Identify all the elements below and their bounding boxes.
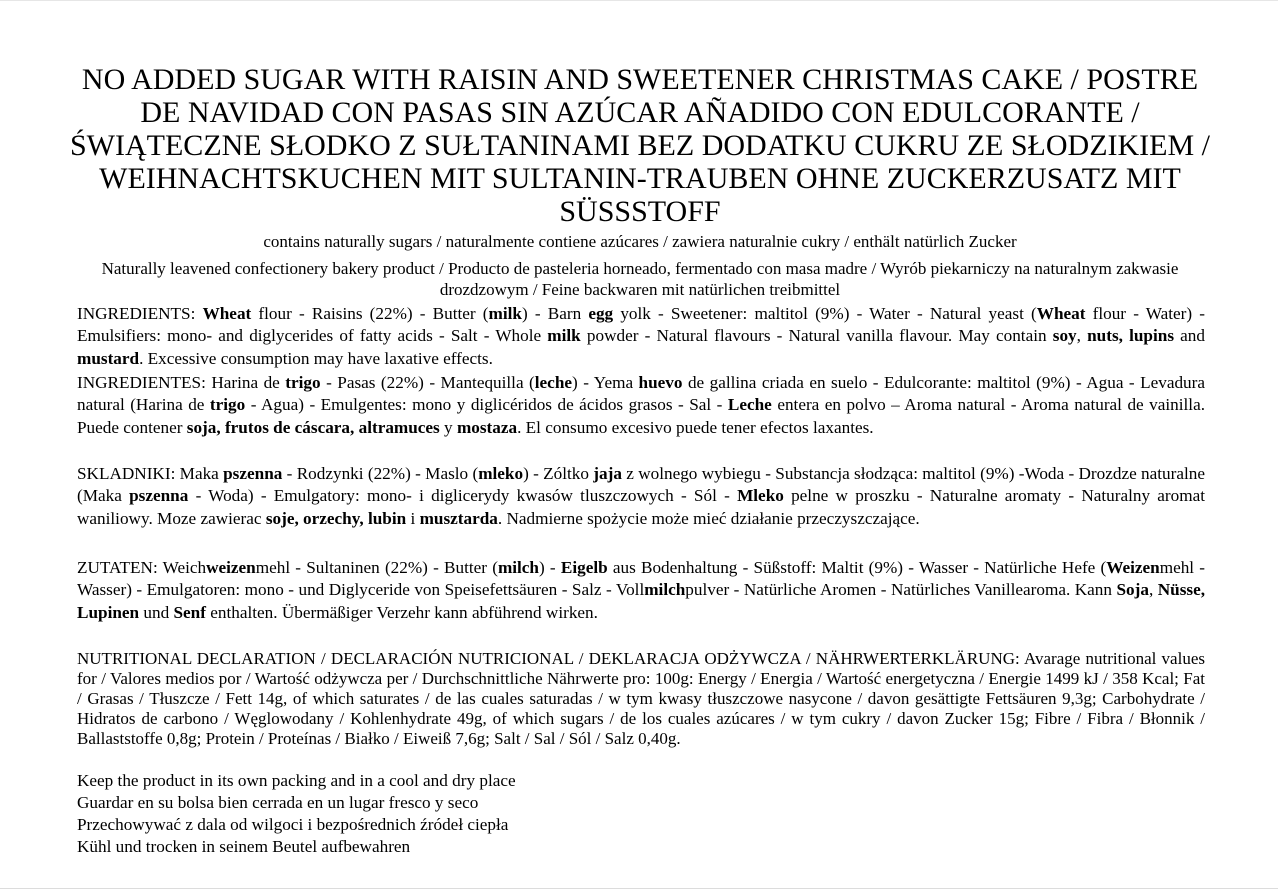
ingredient-text: ) -	[539, 558, 561, 577]
ingredients-german	[77, 557, 1205, 624]
ingredient-text: und	[139, 602, 174, 622]
allergen-text: pszenna	[223, 464, 283, 483]
ingredient-text: - Agua) - Emulgentes: mono y diglicéridos de ácidos grasos - Sal -	[245, 395, 728, 415]
ingredient-text: . El consumo excesivo puede tener efectos laxantes.	[517, 417, 874, 437]
allergen-text: soy	[1052, 326, 1077, 346]
allergen-text: jaja	[593, 464, 622, 483]
ingredient-text: flour - Raisins (22%) - Butter (	[251, 304, 489, 323]
ingredient-text: ) - Barn	[521, 304, 589, 323]
allergen-text: Leche	[727, 395, 772, 415]
allergen-text: milk	[547, 326, 581, 346]
allergen-text: Eigelb	[560, 558, 608, 577]
storage-english: Keep the product in its own packing and in a cool and dry place	[77, 771, 516, 790]
ingredients-english	[77, 303, 1205, 370]
allergen-text: Senf	[173, 602, 206, 622]
allergen-text: mleko	[478, 464, 524, 483]
ingredient-text: and	[1174, 326, 1205, 346]
allergen-text: trigo	[285, 373, 321, 392]
ingredient-text: . Excessive consumption may have laxative effects.	[139, 348, 493, 368]
ingredient-text: . Nadmierne spożycie może mieć działanie przeczyszczające.	[497, 508, 920, 528]
allergen-text: musztarda	[419, 508, 498, 528]
allergen-text: egg	[588, 304, 614, 323]
allergen-text: Nüsse, Lupinen	[77, 580, 1206, 622]
ingredient-text: - Pasas (22%) - Mantequilla (	[320, 373, 535, 392]
ingredients-polish	[77, 463, 1205, 530]
ingredient-text: powder - Natural flavours - Natural vanilla flavour. May contain	[580, 326, 1053, 346]
storage-spanish: Guardar en su bolsa bien cerrada en un lugar fresco y seco	[77, 793, 479, 812]
ingredient-text: entera en polvo – Aroma natural - Aroma natural de vainilla. Puede contener	[77, 395, 1206, 437]
allergen-text: weizen	[206, 558, 256, 577]
ingredient-text: - Rodzynki (22%) - Maslo (	[282, 464, 479, 483]
natural-sugars-note: contains naturally sugars / naturalmente contiene azúcares / zawiera naturalnie cukry / enthält natürlich Zucker	[263, 232, 1017, 251]
ingredient-text: INGREDIENTS:	[77, 304, 203, 323]
allergen-text: mustard	[77, 348, 140, 368]
ingredient-text: pulver - Natürliche Aromen - Natürliches Vanillearoma. Kann	[685, 580, 1117, 600]
allergen-text: Soja	[1116, 580, 1149, 600]
allergen-text: huevo	[638, 373, 683, 392]
ingredient-text: SKLADNIKI: Maka	[77, 464, 224, 483]
ingredient-text: aus Bodenhaltung - Süßstoff: Maltit (9%) - Wasser - Natürliche Hefe (	[607, 558, 1107, 577]
storage-polish: Przechowywać z dala od wilgoci i bezpośrednich źródeł ciepła	[77, 815, 509, 834]
ingredient-text: ) - Zóltko	[523, 464, 594, 483]
ingredient-text: yolk - Sweetener: maltitol (9%) - Water - Natural yeast (	[613, 304, 1037, 323]
allergen-text: milk	[488, 304, 522, 323]
ingredient-text: - Woda) - Emulgatory: mono- i diglicerydy kwasów tluszczowych - Sól -	[188, 486, 738, 506]
ingredient-text: mehl - Sultaninen (22%) - Butter (	[255, 558, 498, 577]
ingredient-text: ZUTATEN: Weich	[77, 558, 207, 577]
allergen-text: Wheat	[202, 304, 252, 323]
allergen-text: Wheat	[1036, 304, 1086, 323]
allergen-text: pszenna	[129, 486, 189, 506]
ingredient-text: pelne w proszku - Naturalne aromaty - Naturalny aromat waniliowy. Moze zawierac	[77, 486, 1206, 528]
product-description: Naturally leavened confectionery bakery product / Producto de pasteleria horneado, fermentado con masa madre / Wyrób piekarniczy na naturalnym zakwasie drozdzowym / Feine backwaren mit natürlichen treibmittel	[101, 259, 1179, 299]
ingredient-text: ,	[1076, 326, 1088, 346]
ingredient-text: ,	[1148, 580, 1158, 600]
allergen-text: leche	[534, 373, 573, 392]
ingredient-text: flour - Water) - Emulsifiers: mono- and diglycerides of fatty acids - Salt - Whole	[77, 304, 1205, 346]
allergen-text: Mleko	[737, 486, 784, 506]
ingredient-text: ) - Yema	[572, 373, 639, 392]
nutritional-declaration: NUTRITIONAL DECLARATION / DECLARACIÓN NUTRICIONAL / DEKLARACJA ODŻYWCZA / NÄHRWERTERKLÄRUNG: Avarage nutritional values for / Valores medios por / Wartość odżywcza per / Durchschnittliche Nährwerte pro: 100g: Energy / Energia / Wartość energetyczna / Energie 1499 kJ / 358 Kcal; Fat / Grasas / Tłuszcze / Fett 14g, of which saturates / de las cuales saturadas / w tym kwasy tłuszczowe nasycone / davon gesättigte Fettsäuren 9,3g; Carbohydrate / Hidratos de carbono / Węglowodany / Kohlenhydrate 49g, of which sugars / de los cuales azúcares / w tym cukry / davon Zucker 15g; Fibre / Fibra / Błonnik / Ballaststoffe 0,8g; Protein / Proteínas / Białko / Eiweiß 7,6g; Salt / Sal / Sól / Salz 0,40g.	[77, 649, 1205, 748]
storage-german: Kühl und trocken in seinem Beutel aufbewahren	[77, 837, 411, 856]
allergen-text: milch	[644, 580, 686, 600]
allergen-text: trigo	[209, 395, 246, 415]
allergen-text: milch	[497, 558, 539, 577]
ingredient-text: de gallina criada en suelo - Edulcorante: maltitol (9%) - Agua - Levadura natural (Harina de	[77, 373, 1205, 415]
ingredient-text: i	[406, 508, 420, 528]
ingredient-text: enthalten. Übermäßiger Verzehr kann abführend wirken.	[205, 602, 598, 622]
ingredients-spanish	[77, 372, 1205, 439]
ingredient-text: y	[439, 417, 457, 437]
ingredient-text: INGREDIENTES: Harina de	[77, 373, 286, 392]
ingredient-text: z wolnego wybiegu - Substancja słodząca: maltitol (9%) -Woda - Drozdze naturalne (Maka	[77, 464, 1205, 506]
allergen-text: mostaza	[456, 417, 518, 437]
product-title: NO ADDED SUGAR WITH RAISIN AND SWEETENER CHRISTMAS CAKE / POSTRE DE NAVIDAD CON PASAS SIN AZÚCAR AÑADIDO CON EDULCORANTE / ŚWIĄTECZNE SŁODKO Z SUŁTANINAMI BEZ DODATKU CUKRU ZE SŁODZIKIEM / WEIHNACHTSKUCHEN MIT SULTANIN-TRAUBEN OHNE ZUCKERZUSATZ MIT SÜSSSTOFF	[70, 63, 1210, 228]
allergen-text: Weizen	[1106, 558, 1160, 577]
allergen-text: nuts, lupins	[1087, 326, 1175, 346]
allergen-text: soja, frutos de cáscara, altramuces	[186, 417, 440, 437]
allergen-text: soje, orzechy, lubin	[265, 508, 407, 528]
ingredient-text: mehl - Wasser) - Emulgatoren: mono - und Diglyceride von Speisefettsäuren - Salz - Voll	[77, 558, 1206, 600]
